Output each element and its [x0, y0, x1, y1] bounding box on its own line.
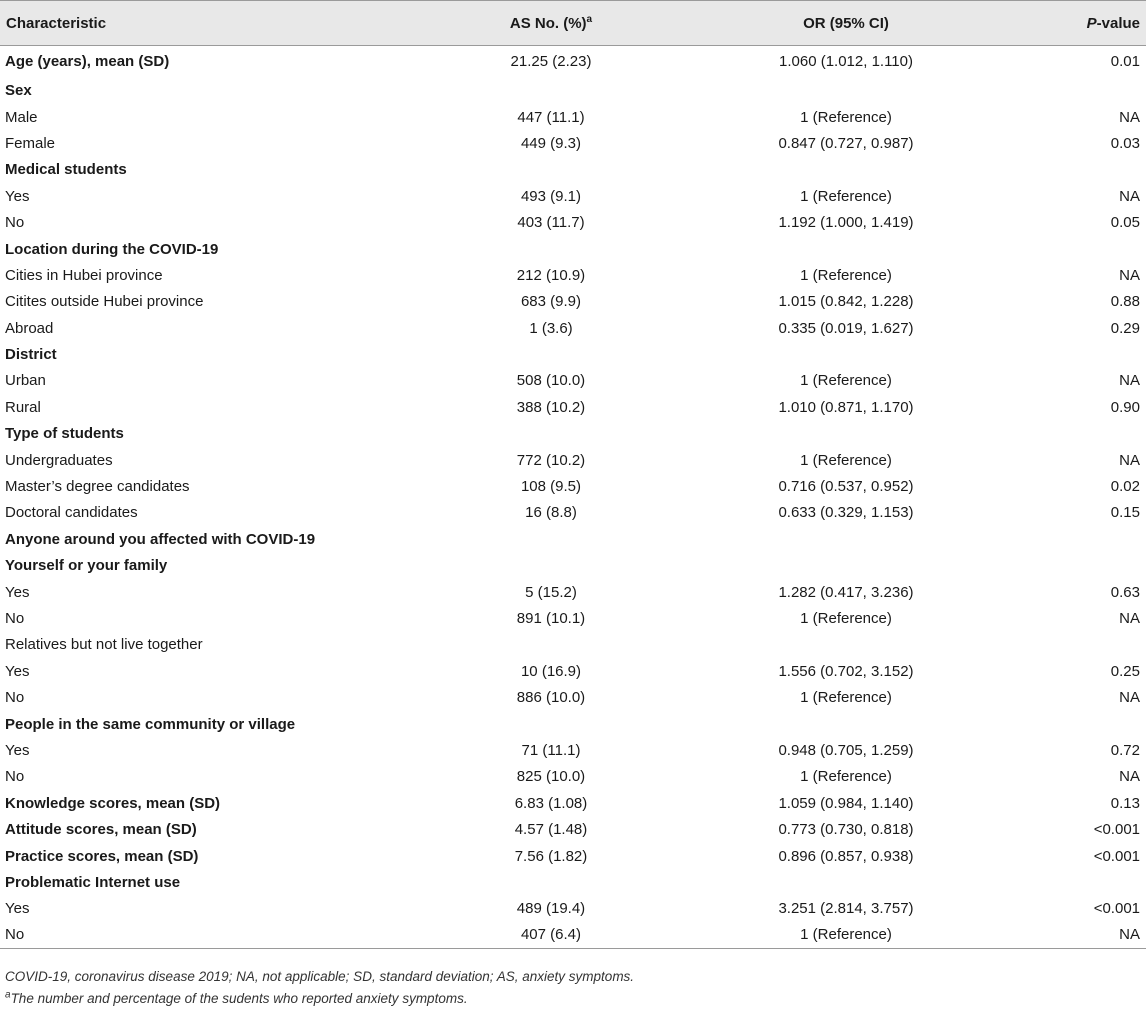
- cell-as-no: 4.57 (1.48): [514, 821, 588, 839]
- cell-odds-ratio: [682, 341, 1010, 367]
- cell-characteristic: Abroad: [5, 319, 54, 337]
- cell-as-no: 447 (11.1): [517, 108, 585, 126]
- cell-odds-ratio: 1 (Reference): [800, 187, 892, 205]
- cell-p-value: [1010, 78, 1146, 104]
- cell-odds-ratio: 1 (Reference): [800, 266, 892, 284]
- cell-as-no: 71 (11.1): [521, 741, 581, 759]
- header-characteristic: Characteristic: [0, 1, 420, 46]
- cell-p-value: 0.02: [1110, 478, 1140, 496]
- cell-as-no: 7.56 (1.82): [514, 847, 588, 865]
- table-row: [0, 764, 1146, 790]
- cell-characteristic: Yourself or your family: [5, 557, 168, 575]
- cell-characteristic: People in the same community or village: [5, 715, 296, 733]
- cell-p-value: 0.90: [1110, 398, 1140, 416]
- cell-as-no: [420, 632, 682, 658]
- table-row: [0, 816, 1146, 842]
- cell-characteristic: Yes: [5, 583, 30, 601]
- table-row: [0, 421, 1146, 447]
- cell-characteristic: Master’s degree candidates: [5, 478, 190, 496]
- cell-characteristic: Doctoral candidates: [5, 504, 138, 522]
- cell-characteristic: Male: [5, 108, 38, 126]
- table-row: [0, 46, 1146, 78]
- footnote-marker-a: a: [586, 13, 593, 25]
- footnote-abbreviations: COVID-19, coronavirus disease 2019; NA, not applicable; SD, standard deviation; AS, anxiety symptoms.: [5, 969, 635, 984]
- cell-odds-ratio: 1.060 (1.012, 1.110): [779, 53, 913, 71]
- cell-odds-ratio: 1.010 (0.871, 1.170): [778, 398, 914, 416]
- cell-characteristic: Age (years), mean (SD): [5, 53, 170, 71]
- cell-characteristic: Practice scores, mean (SD): [5, 847, 199, 865]
- cell-as-no: 449 (9.3): [520, 134, 582, 152]
- table-row: [0, 130, 1146, 156]
- cell-as-no: 772 (10.2): [516, 451, 586, 469]
- cell-odds-ratio: 0.847 (0.727, 0.987): [778, 134, 914, 152]
- cell-as-no: [420, 711, 682, 737]
- cell-characteristic: Medical students: [5, 161, 127, 179]
- table-row: [0, 78, 1146, 104]
- cell-odds-ratio: 1.015 (0.842, 1.228): [778, 293, 914, 311]
- cell-as-no: 508 (10.0): [516, 372, 586, 390]
- cell-p-value: [1010, 236, 1146, 262]
- cell-p-value: NA: [1119, 187, 1140, 205]
- cell-odds-ratio: 0.716 (0.537, 0.952): [778, 478, 914, 496]
- cell-p-value: <0.001: [1093, 900, 1140, 918]
- cell-characteristic: Cities in Hubei province: [5, 266, 163, 284]
- table-row: [0, 526, 1146, 552]
- cell-odds-ratio: [682, 421, 1010, 447]
- cell-as-no: [420, 236, 682, 262]
- cell-p-value: [1010, 632, 1146, 658]
- cell-as-no: [420, 341, 682, 367]
- table-row: [0, 183, 1146, 209]
- table-row: [0, 790, 1146, 816]
- table-row: [0, 500, 1146, 526]
- cell-p-value: NA: [1119, 108, 1140, 126]
- cell-p-value: 0.01: [1110, 53, 1140, 71]
- cell-p-value: [1010, 157, 1146, 183]
- cell-odds-ratio: 1 (Reference): [800, 451, 892, 469]
- header-as-no: AS No. (%)$^a$: [420, 1, 682, 46]
- cell-p-value: [1010, 341, 1146, 367]
- cell-odds-ratio: 0.896 (0.857, 0.938): [778, 847, 914, 865]
- cell-characteristic: District: [5, 346, 57, 364]
- cell-odds-ratio: 0.335 (0.019, 1.627): [778, 319, 914, 337]
- cell-odds-ratio: [682, 157, 1010, 183]
- cell-p-value: 0.63: [1110, 583, 1140, 601]
- table-row: [0, 368, 1146, 394]
- cell-p-value: <0.001: [1093, 847, 1140, 865]
- cell-as-no: 5 (15.2): [525, 583, 577, 601]
- cell-characteristic: Type of students: [5, 425, 124, 443]
- table-row: [0, 579, 1146, 605]
- cell-p-value: NA: [1119, 266, 1140, 284]
- cell-p-value: 0.29: [1110, 319, 1140, 337]
- cell-as-no: [420, 869, 682, 895]
- table-row: [0, 632, 1146, 658]
- table-row: [0, 209, 1146, 235]
- cell-odds-ratio: [682, 78, 1010, 104]
- cell-p-value: NA: [1010, 922, 1146, 948]
- cell-odds-ratio: 1.192 (1.000, 1.419): [778, 214, 914, 232]
- cell-characteristic: Yes: [5, 900, 30, 918]
- cell-characteristic: Undergraduates: [5, 451, 113, 469]
- cell-as-no: [420, 78, 682, 104]
- cell-odds-ratio: 1.059 (0.984, 1.140): [778, 794, 914, 812]
- cell-characteristic: Sex: [5, 82, 32, 100]
- table-row: [0, 289, 1146, 315]
- table-row: [0, 104, 1146, 130]
- cell-p-value: 0.03: [1110, 134, 1140, 152]
- table-row: [0, 658, 1146, 684]
- cell-odds-ratio: [682, 553, 1010, 579]
- table-row: [0, 553, 1146, 579]
- cell-characteristic: Female: [5, 134, 56, 152]
- cell-characteristic: Yes: [5, 187, 30, 205]
- table-row: [0, 157, 1146, 183]
- table-row: [0, 447, 1146, 473]
- cell-as-no: 886 (10.0): [516, 689, 586, 707]
- cell-as-no: 403 (11.7): [517, 214, 585, 232]
- cell-as-no: 407 (6.4): [420, 922, 682, 948]
- cell-as-no: 1 (3.6): [529, 319, 573, 337]
- cell-characteristic: Attitude scores, mean (SD): [5, 821, 197, 839]
- cell-characteristic: Problematic Internet use: [5, 873, 181, 891]
- table-row: [0, 922, 1146, 948]
- cell-p-value: [1010, 421, 1146, 447]
- cell-odds-ratio: 1 (Reference): [800, 768, 892, 786]
- cell-as-no: 388 (10.2): [516, 398, 586, 416]
- cell-p-value: 0.88: [1110, 293, 1140, 311]
- cell-as-no: 891 (10.1): [516, 610, 586, 627]
- cell-p-value: 0.15: [1110, 504, 1140, 522]
- cell-odds-ratio: 0.773 (0.730, 0.818): [778, 821, 914, 839]
- cell-as-no: 16 (8.8): [525, 504, 577, 522]
- cell-odds-ratio: 0.948 (0.705, 1.259): [778, 741, 914, 759]
- cell-p-value: 0.05: [1110, 214, 1140, 232]
- cell-characteristic: No: [5, 214, 25, 232]
- table-row: [0, 605, 1146, 631]
- cell-p-value: NA: [1119, 768, 1140, 786]
- cell-p-value: NA: [1119, 451, 1140, 469]
- cell-as-no: [420, 421, 682, 447]
- cell-as-no: 108 (9.5): [520, 478, 582, 496]
- table-row: [0, 473, 1146, 499]
- table-row: [0, 843, 1146, 869]
- cell-p-value: <0.001: [1093, 821, 1140, 839]
- cell-characteristic: Citites outside Hubei province: [5, 293, 204, 311]
- cell-as-no: 825 (10.0): [516, 768, 586, 786]
- table-row: [0, 737, 1146, 763]
- table-row: [0, 394, 1146, 420]
- cell-characteristic: Yes: [5, 741, 30, 759]
- cell-odds-ratio: 1 (Reference): [800, 610, 892, 627]
- cell-odds-ratio: [682, 711, 1010, 737]
- table-row: [0, 711, 1146, 737]
- cell-odds-ratio: 0.633 (0.329, 1.153): [778, 504, 914, 522]
- cell-characteristic: No: [5, 610, 25, 627]
- table-row: [0, 684, 1146, 710]
- cell-as-no: 683 (9.9): [520, 293, 582, 311]
- cell-odds-ratio: 1.556 (0.702, 3.152): [778, 662, 914, 680]
- cell-as-no: [420, 157, 682, 183]
- cell-as-no: 493 (9.1): [520, 187, 582, 205]
- table-row: [0, 869, 1146, 895]
- cell-odds-ratio: 1.282 (0.417, 3.236): [778, 583, 914, 601]
- cell-p-value: NA: [1119, 372, 1140, 390]
- table-row: [0, 236, 1146, 262]
- cell-p-value: [1010, 711, 1146, 737]
- cell-p-value: [1010, 526, 1146, 552]
- cell-p-value: [1010, 869, 1146, 895]
- cell-p-value: NA: [1119, 610, 1140, 627]
- footnote-a: $^a$The number and percentage of the sudents who reported anxiety symptoms.: [5, 989, 468, 1006]
- cell-as-no: [420, 526, 682, 552]
- table-row: [0, 896, 1146, 922]
- cell-characteristic: Yes: [5, 662, 30, 680]
- cell-p-value: NA: [1119, 689, 1140, 707]
- cell-as-no: 212 (10.9): [516, 266, 586, 284]
- cell-characteristic: No: [0, 922, 420, 948]
- table-row: [0, 341, 1146, 367]
- cell-odds-ratio: [682, 869, 1010, 895]
- cell-characteristic: Relatives but not live together: [5, 636, 203, 654]
- table-body: [0, 46, 1146, 949]
- cell-as-no: 6.83 (1.08): [514, 794, 588, 812]
- cell-characteristic: Anyone around you affected with COVID-19: [5, 530, 316, 548]
- cell-p-value: [1010, 553, 1146, 579]
- cell-odds-ratio: 1 (Reference): [682, 922, 1010, 948]
- cell-p-value: 0.72: [1110, 741, 1140, 759]
- cell-odds-ratio: 1 (Reference): [800, 689, 892, 707]
- cell-as-no: 489 (19.4): [516, 900, 586, 918]
- cell-p-value: 0.25: [1110, 662, 1140, 680]
- table-row: [0, 262, 1146, 288]
- cell-odds-ratio: [682, 526, 1010, 552]
- cell-as-no: 10 (16.9): [520, 662, 582, 680]
- table-footnotes: [5, 966, 634, 1010]
- header-p-value: P-value: [1010, 1, 1146, 46]
- cell-odds-ratio: 1 (Reference): [800, 108, 892, 126]
- cell-odds-ratio: 1 (Reference): [800, 372, 892, 390]
- cell-characteristic: No: [5, 689, 25, 707]
- cell-characteristic: Knowledge scores, mean (SD): [5, 794, 221, 812]
- cell-characteristic: Location during the COVID-19: [5, 240, 219, 258]
- cell-odds-ratio: [682, 236, 1010, 262]
- cell-odds-ratio: [682, 632, 1010, 658]
- cell-characteristic: No: [5, 768, 25, 786]
- cell-as-no: [420, 553, 682, 579]
- cell-characteristic: Rural: [5, 398, 41, 416]
- cell-as-no: 21.25 (2.23): [510, 53, 592, 71]
- cell-odds-ratio: 3.251 (2.814, 3.757): [778, 900, 914, 918]
- table-row: [0, 315, 1146, 341]
- header-odds-ratio: OR (95% CI): [682, 1, 1010, 46]
- table-header-row: [0, 1, 1146, 46]
- cell-characteristic: Urban: [5, 372, 46, 390]
- cell-p-value: 0.13: [1110, 794, 1140, 812]
